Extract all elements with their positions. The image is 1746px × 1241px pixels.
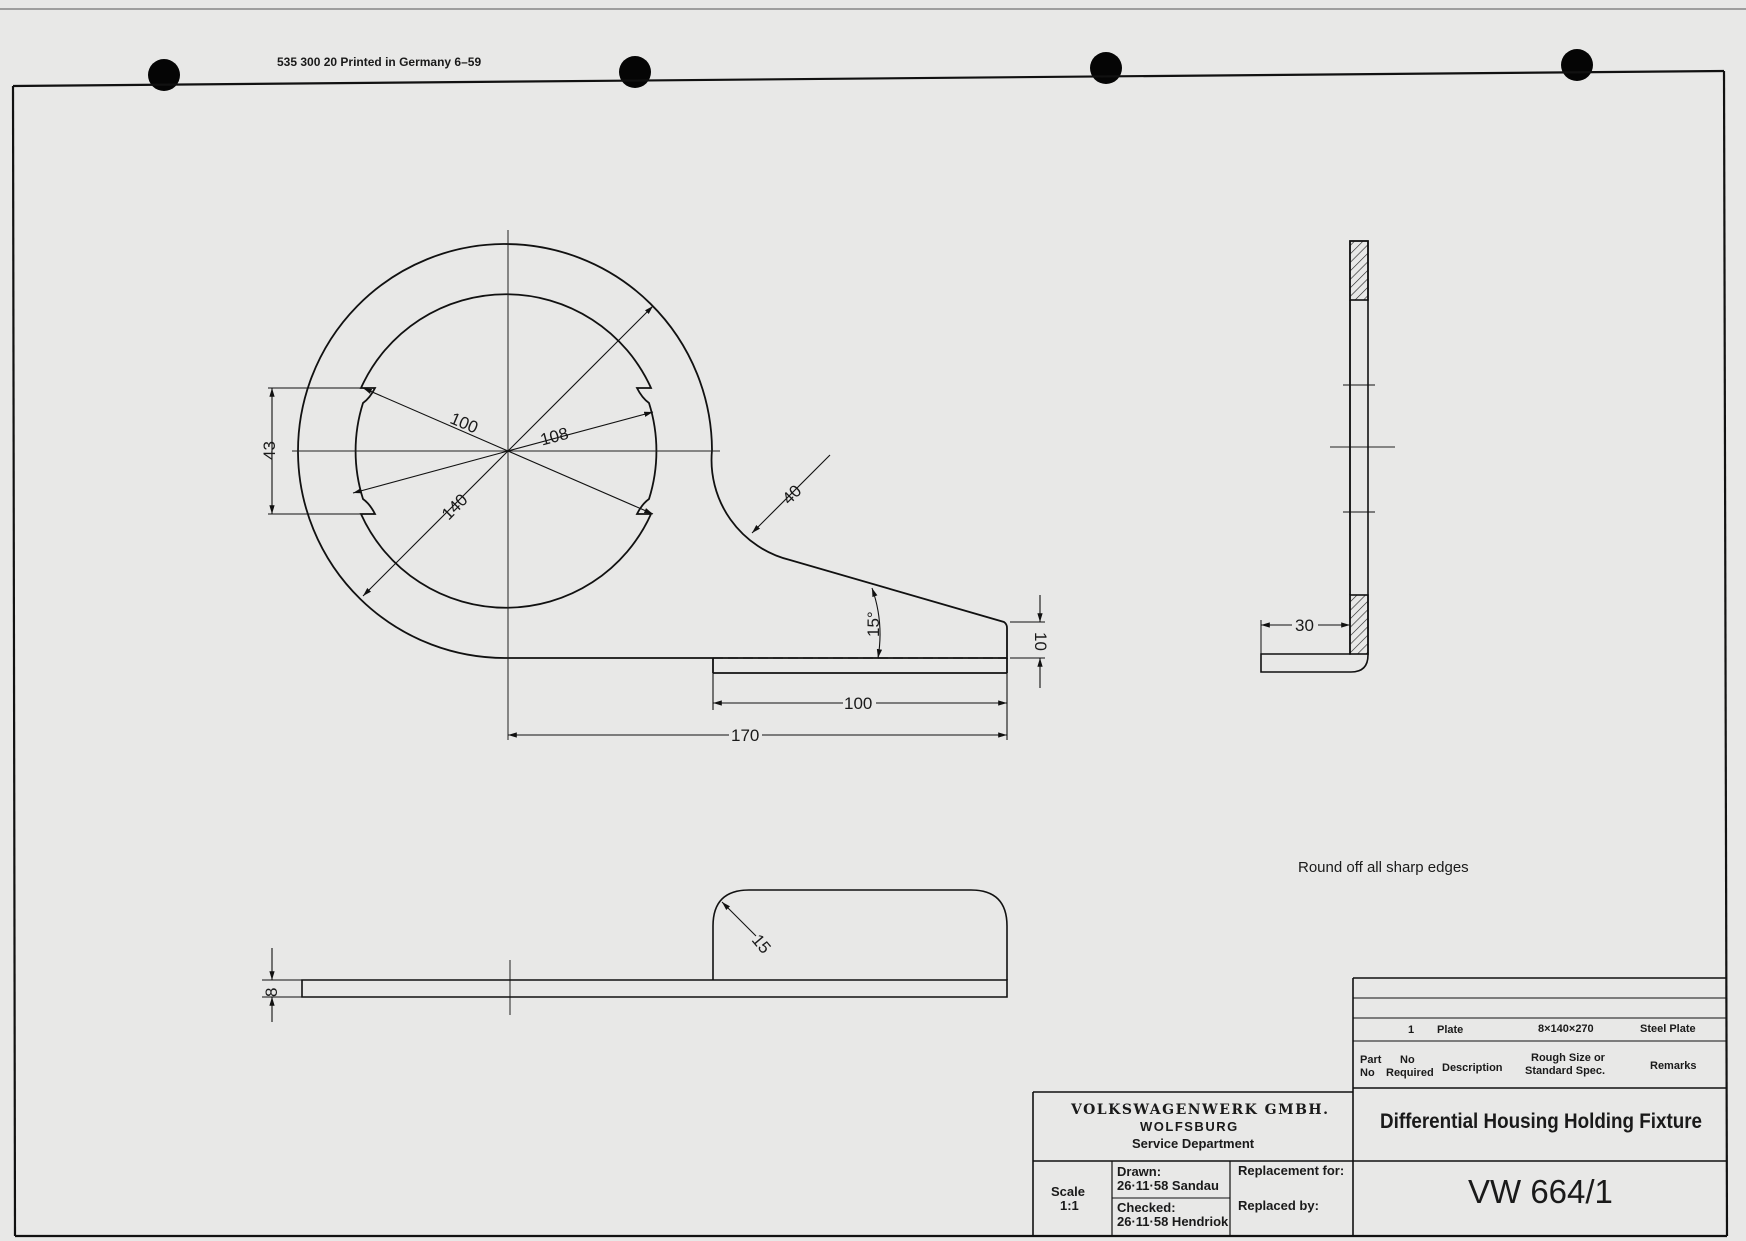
remarks-value: Steel Plate [1640,1023,1696,1035]
description-value: Plate [1437,1024,1464,1036]
dim-taper-angle: 15° [864,611,883,637]
company-city: WOLFSBURG [1140,1119,1239,1134]
drawing-part-number: VW 664/1 [1468,1173,1613,1210]
print-code: 535 300 20 Printed in Germany 6–59 [277,55,482,69]
replaced-label: Replaced by: [1238,1198,1319,1213]
drawn-value: 26·11·58 Sandau [1117,1178,1219,1193]
dim-corner-radius: 15 [747,930,775,958]
checked-label: Checked: [1117,1200,1176,1215]
dim-tip-height: 10 [1031,632,1050,651]
punch-hole [1561,49,1593,81]
punch-hole [148,59,180,91]
header-rough-1: Rough Size or [1531,1052,1605,1064]
header-remarks: Remarks [1650,1060,1697,1072]
dim-arm-length: 100 [844,694,873,713]
scale-label: Scale [1051,1184,1085,1199]
dim-overall-length: 170 [731,726,760,745]
dim-notch-diameter: 108 [538,423,571,450]
company-department: Service Department [1132,1136,1255,1151]
scale-value: 1:1 [1060,1198,1079,1213]
header-description: Description [1442,1062,1503,1074]
dim-thickness: 8 [262,987,281,997]
replacement-label: Replacement for: [1238,1163,1345,1178]
dim-inner-diameter: 100 [447,408,481,438]
dim-side-flange: 30 [1295,616,1314,635]
part-no-value: 1 [1408,1024,1415,1036]
header-rough-2: Standard Spec. [1525,1065,1606,1077]
dim-neck-radius: 40 [778,481,806,509]
header-part-no-1: Part [1360,1054,1382,1066]
drawn-label: Drawn: [1117,1164,1162,1179]
punch-hole [619,56,651,88]
rough-size-value: 8×140×270 [1538,1023,1594,1035]
header-part-no-2: No [1360,1067,1375,1079]
company-name: VOLKSWAGENWERK GMBH. [1071,1102,1330,1118]
punch-hole [1090,52,1122,84]
header-no-req-2: Required [1386,1067,1434,1079]
drawing-title: Differential Housing Holding Fixture [1380,1110,1702,1133]
header-no-req-1: No [1400,1054,1415,1066]
dim-outer-diameter: 140 [438,490,472,524]
checked-value: 26·11·58 Hendriok [1117,1214,1229,1229]
dim-notch-width: 43 [260,441,279,460]
parts-list-row [1408,1023,1696,1036]
edge-note: Round off all sharp edges [1298,859,1469,876]
